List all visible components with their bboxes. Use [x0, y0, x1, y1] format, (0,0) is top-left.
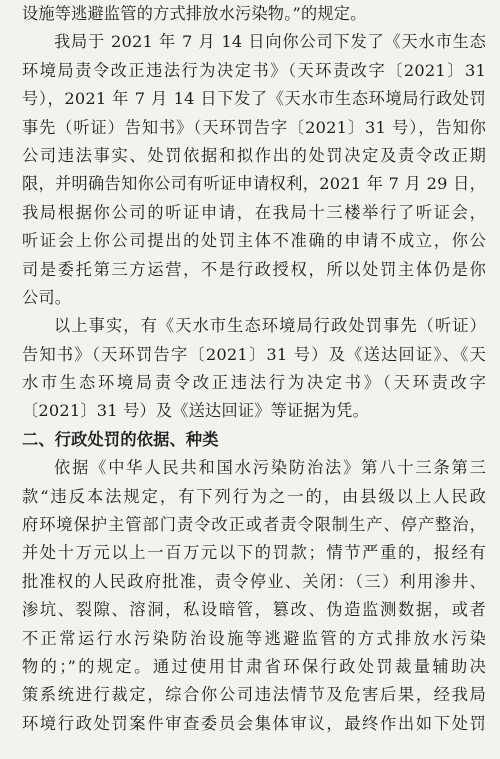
text-line: 听证会上你公司提出的处罚主体不准确的申请不成立，你公	[22, 231, 486, 251]
text-line: 公司。	[22, 287, 72, 307]
text-line: 告知书》（天环罚告字〔2021〕31 号）及《送达回证》、《天	[22, 344, 486, 364]
text-line: 我局于 2021 年 7 月 14 日向你公司下发了《天水市生态	[54, 32, 486, 52]
text-line: 设施等逃避监管的方式排放水污染物。”的规定。	[22, 4, 367, 23]
text-line: 不正常运行水污染防治设施等逃避监管的方式排放水污染	[22, 628, 486, 648]
text-line: 水市生态环境局责令改正违法行为决定书》（天环责改字	[22, 373, 486, 393]
text-line: 以上事实，有《天水市生态环境局行政处罚事先（听证）	[54, 316, 486, 336]
text-line: 我局根据你公司的听证申请，在我局十三楼举行了听证会，	[22, 202, 486, 222]
section-heading: 二、行政处罚的依据、种类	[22, 429, 219, 449]
text-line: 号），2021 年 7 月 14 日下发了《天水市生态环境局行政处罚	[22, 89, 486, 109]
paragraph-legal-basis	[22, 454, 486, 738]
text-line: 府环境保护主管部门责令改正或者责令限制生产、停产整治，	[22, 515, 486, 535]
text-line: 〔2021〕31 号）及《送达回证》等证据为凭。	[22, 401, 369, 421]
text-line: 物的；”的规定。通过使用甘肃省环保行政处罚裁量辅助决	[22, 656, 486, 676]
text-line: 渗坑、裂隙、溶洞，私设暗管，篡改、伪造监测数据，或者	[22, 600, 486, 620]
paragraph-hearing	[22, 28, 486, 312]
text-line: 策系统进行裁定，综合你公司违法情节及危害后果，经我局	[22, 685, 486, 705]
text-line: 限，并明确告知你公司有听证申请权利，2021 年 7 月 29 日，	[22, 174, 486, 194]
text-line: 并处十万元以上一百万元以下的罚款；情节严重的，报经有	[22, 543, 486, 563]
text-line: 依据《中华人民共和国水污染防治法》第八十三条第三	[54, 458, 486, 478]
text-line: 司是委托第三方运营，不是行政授权，所以处罚主体仍是你	[22, 259, 486, 279]
text-line: 批准权的人民政府批准，责令停业、关闭：（三）利用渗井、	[22, 571, 486, 591]
text-line: 环境局责令改正违法行为决定书》（天环责改字〔2021〕31	[22, 60, 486, 80]
text-line: 事先（听证）告知书》（天环罚告字〔2021〕31 号），告知你	[22, 117, 486, 137]
paragraph-continuation	[22, 0, 486, 28]
text-line: 款“违反本法规定，有下列行为之一的，由县级以上人民政	[22, 486, 486, 506]
paragraph-evidence	[22, 312, 486, 426]
text-line: 公司违法事实、处罚依据和拟作出的处罚决定及责令改正期	[22, 145, 486, 165]
text-line: 环境行政处罚案件审查委员会集体审议，最终作出如下处罚	[22, 713, 486, 733]
